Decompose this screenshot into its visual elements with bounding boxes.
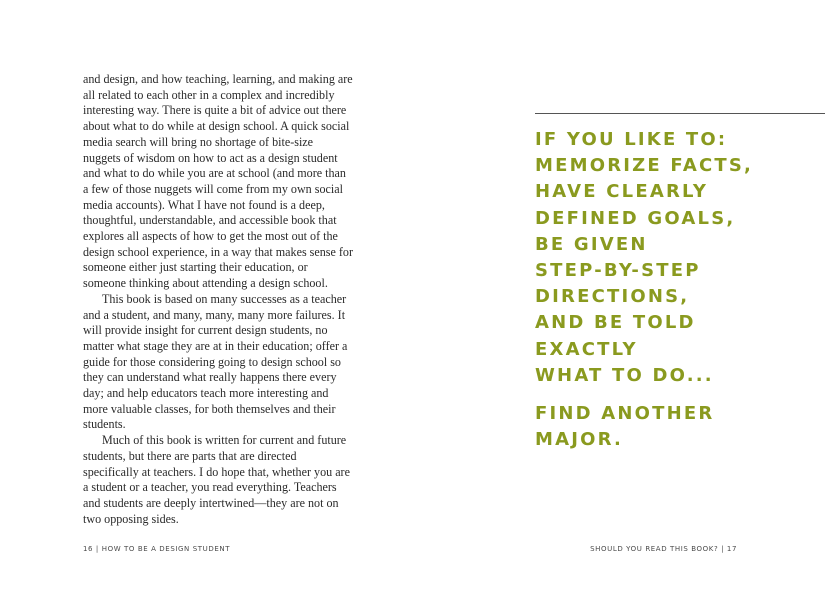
conclusion-line: FIND ANOTHER (535, 403, 715, 425)
right-page (412, 0, 825, 600)
paragraph: This book is based on many successes as a teacher and a student, and many, many, many more failures. It will provide insight for current design students, no matter what stage they are at in their education; offer a guide for those considering going to design school so they can understand what really happens there every day; and help educators teach more interesting and more valuable classes, for both themselves and their students. (83, 291, 348, 432)
pull-quote (535, 127, 805, 453)
left-page (0, 0, 412, 600)
conclusion-line: MAJOR. (535, 429, 624, 451)
body-text (83, 72, 353, 527)
pull-quote-line: DEFINED GOALS, (535, 207, 736, 229)
folio-right: SHOULD YOU READ THIS BOOK? | 17 (590, 545, 737, 553)
pull-quote-line: BE GIVEN (535, 233, 648, 255)
pull-quote-line: DIRECTIONS, (535, 286, 690, 308)
pull-quote-line: AND BE TOLD (535, 312, 696, 334)
pull-quote-gap (535, 389, 805, 401)
paragraph: Much of this book is written for current and future students, but there are parts that are directed specifically at teachers. I do hope that, whether you are a student or a teacher, you read everything. Teachers and students are deeply intertwined—they are not on two opposing sides. (83, 433, 350, 526)
horizontal-rule (535, 113, 825, 114)
pull-quote-line: MEMORIZE FACTS, (535, 155, 754, 177)
pull-quote-line: STEP-BY-STEP (535, 260, 701, 282)
pull-quote-line: IF YOU LIKE TO: (535, 129, 728, 150)
pull-quote-line: HAVE CLEARLY (535, 181, 709, 203)
paragraph: and design, and how teaching, learning, and making are all related to each other in a complex and incredibly interesting way. There is quite a bit of advice out there about what to do while at design school. A quick social media search will bring no shortage of bite-size nuggets of wisdom on how to act as a design student and what to do while you are at school (and more than a few of those nuggets will come from my own social media accounts). What I have not found is a deep, thoughtful, understandable, and accessible book that explores all aspects of how to get the most out of the design school experience, in a way that makes sense for someone either just starting their education, or someone thinking about attending a design school. (83, 72, 354, 291)
pull-quote-line: EXACTLY (535, 338, 638, 360)
folio-left: 16 | HOW TO BE A DESIGN STUDENT (83, 545, 231, 553)
pull-quote-line: WHAT TO DO... (535, 364, 714, 386)
